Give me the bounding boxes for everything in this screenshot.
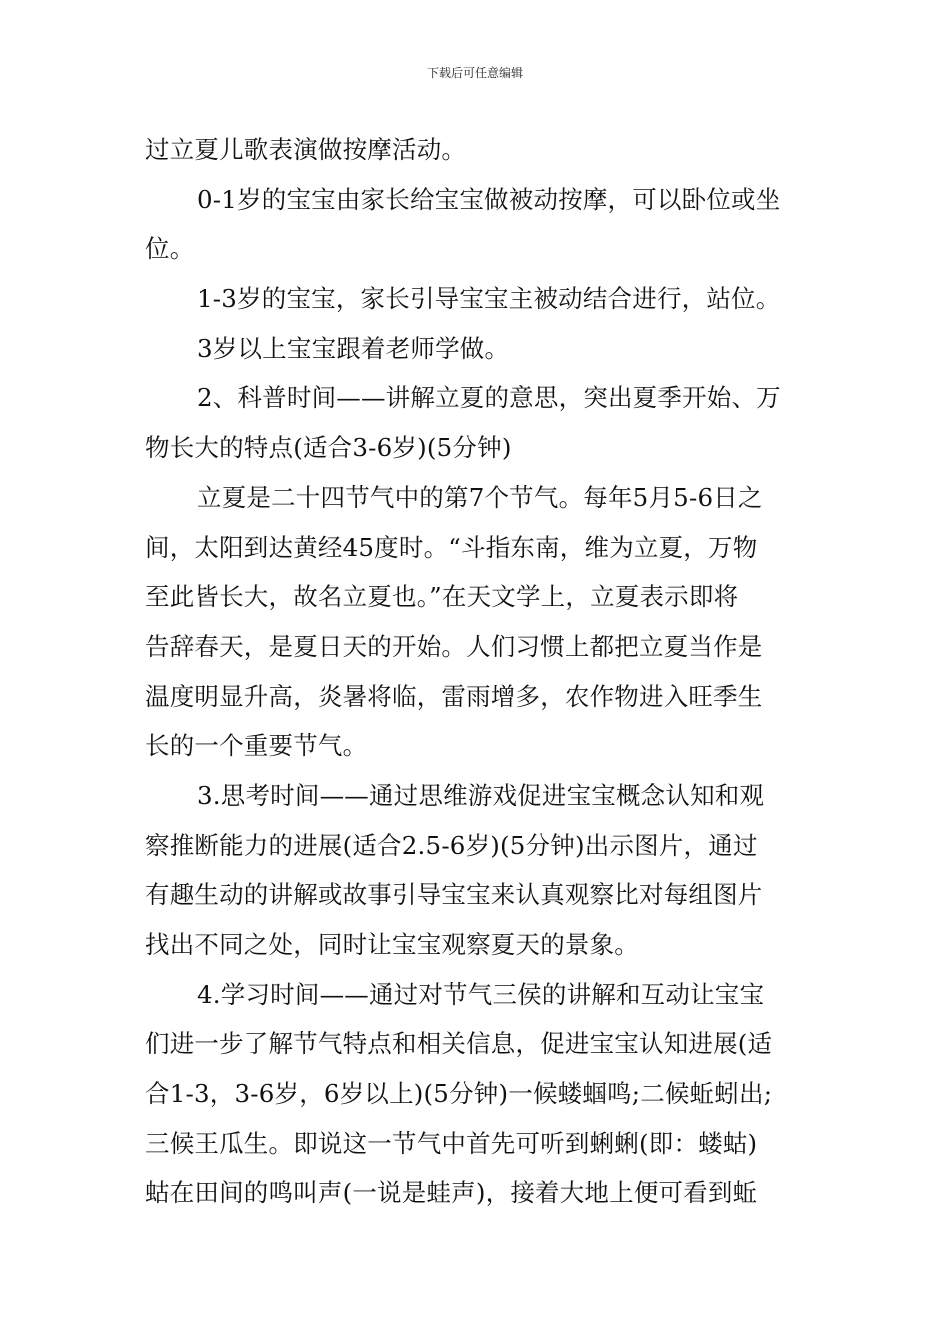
text-line: 至此皆长大，故名立夏也。”在天文学上，立夏表示即将 [145, 582, 739, 612]
text-line: 察推断能力的进展(适合2.5-6岁)(5分钟)出示图片，通过 [145, 830, 758, 860]
text-line: 3.思考时间——通过思维游戏促进宝宝概念认知和观 [197, 780, 765, 810]
text-line: 温度明显升高，炎暑将临，雷雨增多，农作物进入旺季生 [145, 681, 763, 711]
text-line: 1-3岁的宝宝，家长引导宝宝主被动结合进行，站位。 [197, 284, 781, 314]
text-line: 0-1岁的宝宝由家长给宝宝做被动按摩，可以卧位或坐 [197, 184, 781, 214]
text-line: 过立夏儿歌表演做按摩活动。 [145, 135, 467, 164]
text-line: 蛄在田间的鸣叫声(一说是蛙声)，接着大地上便可看到蚯 [145, 1178, 758, 1208]
text-line: 们进一步了解节气特点和相关信息，促进宝宝认知进展(适 [145, 1029, 773, 1059]
page-header: 下载后可任意编辑 [426, 66, 523, 80]
text-line: 4.学习时间——通过对节气三侯的讲解和互动让宝宝 [197, 979, 765, 1009]
text-line: 物长大的特点(适合3-6岁)(5分钟) [145, 433, 512, 463]
text-line: 位。 [145, 234, 195, 264]
text-line: 找出不同之处，同时让宝宝观察夏天的景象。 [145, 930, 639, 959]
text-line: 3岁以上宝宝跟着老师学做。 [197, 333, 510, 363]
text-line: 三候王瓜生。即说这一节气中首先可听到蜊蜊(即：蝼蛄) [145, 1128, 758, 1158]
document-body [145, 125, 813, 1218]
text-line: 间，太阳到达黄经45度时。“斗指东南，维为立夏，万物 [145, 532, 758, 562]
text-line: 长的一个重要节气。 [145, 731, 368, 761]
text-line: 合1-3，3-6岁，6岁以上)(5分钟)一候蝼蝈鸣;二候蚯蚓出; [145, 1079, 773, 1109]
text-line: 2、科普时间——讲解立夏的意思，突出夏季开始、万 [197, 383, 781, 413]
text-line: 告辞春天，是夏日天的开始。人们习惯上都把立夏当作是 [145, 631, 763, 661]
text-line: 有趣生动的讲解或故事引导宝宝来认真观察比对每组图片 [145, 880, 763, 910]
text-line: 立夏是二十四节气中的第7个节气。每年5月5-6日之 [197, 482, 763, 512]
